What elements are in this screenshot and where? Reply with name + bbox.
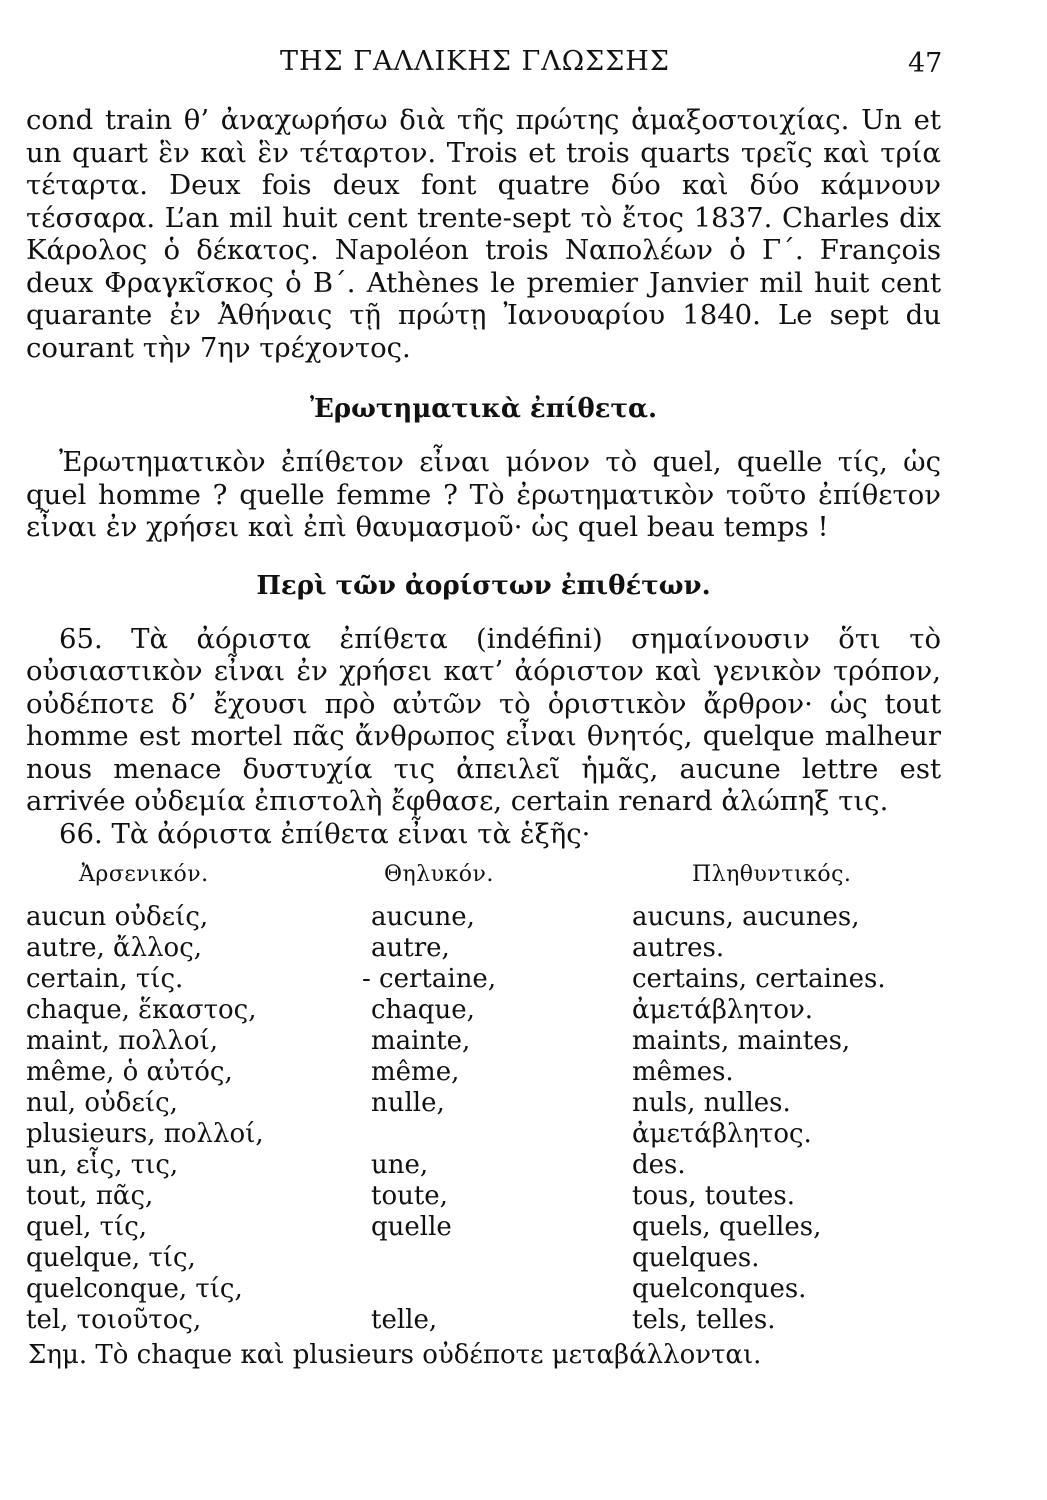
plural-cell: ἀμετάβλητον.: [632, 995, 814, 1025]
running-title: ΤΗΣ ΓΑΛΛΙΚΗΣ ΓΛΩΣΣΗΣ: [280, 46, 670, 77]
masculine-cell: tel, τοιοῦτος,: [26, 1305, 202, 1335]
masculine-cell: plusieurs, πολλοί,: [26, 1119, 264, 1149]
table-row: [26, 933, 941, 964]
masculine-cell: chaque, ἕκαστος,: [26, 995, 257, 1025]
masculine-cell: autre, ἄλλος,: [26, 933, 203, 963]
intro-paragraph: cond train θ’ ἀναχωρήσω διὰ τῆς πρώτης ἁμαξοστοιχίας. Un et un quart ἓν καὶ ἓν τέταρτον. Trois et trois quarts τρεῖς καὶ τρία τέταρτα. Deux fois deux font quatre δύο καὶ δύο κάμνουν τέσσαρα. L’an mil huit cent trente-sept τὸ ἔτος 1837. Charles dix Κάρολος ὁ δέκατος. Napoléon trois Ναπολέων ὁ Γ΄. François deux Φραγκῖσκος ὁ Β΄. Athènes le premier Janvier mil huit cent quarante ἐν Ἀθήναις τῇ πρώτῃ Ἰανουαρίου 1840. Le sept du courant τὴν 7ην τρέχοντος.: [26, 104, 941, 364]
table-row: [26, 1119, 941, 1150]
feminine-cell: mainte,: [371, 1026, 471, 1056]
table-row: [26, 1212, 941, 1243]
masculine-cell: quelque, τίς,: [26, 1243, 196, 1273]
masculine-cell: même, ὁ αὐτός,: [26, 1057, 233, 1087]
feminine-cell: quelle: [371, 1212, 452, 1242]
feminine-cell: toute,: [371, 1181, 448, 1211]
column-header-masculine: Ἀρσενικόν.: [79, 862, 209, 887]
table-row: [26, 1181, 941, 1212]
feminine-cell: nulle,: [371, 1088, 445, 1118]
feminine-cell: même,: [371, 1057, 460, 1087]
table-row: [26, 1057, 941, 1088]
plural-cell: nuls, nulles.: [632, 1088, 791, 1118]
table-row: [26, 1243, 941, 1274]
plural-cell: certains, certaines.: [632, 964, 886, 994]
table-row: [26, 1088, 941, 1119]
page-number: 47: [908, 48, 943, 79]
plural-cell: mêmes.: [632, 1057, 734, 1087]
indefinite-adjectives-table: [26, 902, 941, 1336]
table-row: [26, 902, 941, 933]
feminine-cell: chaque,: [371, 995, 475, 1025]
table-row: [26, 1026, 941, 1057]
feminine-cell: aucune,: [371, 902, 475, 932]
plural-cell: quelques.: [632, 1243, 760, 1273]
plural-cell: ἀμετάβλητος.: [632, 1119, 812, 1149]
table-row: [26, 1274, 941, 1305]
table-row: [26, 995, 941, 1026]
plural-cell: tels, telles.: [632, 1305, 776, 1335]
masculine-cell: un, εἷς, τις,: [26, 1150, 179, 1180]
masculine-cell: nul, οὐδείς,: [26, 1088, 178, 1118]
plural-cell: quelconques.: [632, 1274, 807, 1304]
paragraph-66: 66. Τὰ ἀόριστα ἐπίθετα εἶναι τὰ ἑξῆς·: [59, 817, 591, 850]
masculine-cell: maint, πολλοί,: [26, 1026, 219, 1056]
masculine-cell: quel, τίς,: [26, 1212, 148, 1242]
column-header-feminine: Θηλυκόν.: [384, 862, 494, 887]
masculine-cell: tout, πᾶς,: [26, 1181, 154, 1211]
table-row: [26, 964, 941, 995]
interrogative-adjectives-heading: Ἐρωτηματικὰ ἐπίθετα.: [309, 394, 658, 424]
plural-cell: aucuns, aucunes,: [632, 902, 860, 932]
paragraph-65: 65. Τὰ ἀόριστα ἐπίθετα (indéfini) σημαίνουσιν ὅτι τὸ οὐσιαστικὸν εἶναι ἐν χρήσει κατ’ ἀόριστον καὶ γενικὸν τρόπον, οὐδέποτε δ’ ἔχουσι πρὸ αὐτῶν τὸ ὁριστικὸν ἄρθρον· ὡς tout homme est mortel πᾶς ἄνθρωπος εἶναι θνητός, quelque malheur nous menace δυστυχία τις ἀπειλεῖ ἡμᾶς, aucune lettre est arrivée οὐδεμία ἐπιστολὴ ἔφθασε, certain renard ἀλώπηξ τις.: [26, 622, 941, 817]
masculine-cell: aucun οὐδείς,: [26, 902, 209, 932]
feminine-cell: - certaine,: [362, 964, 497, 994]
page-body: [26, 104, 941, 1370]
column-header-plural: Πληθυντικός.: [692, 862, 852, 887]
interrogative-adjectives-text: Ἐρωτηματικὸν ἐπίθετον εἶναι μόνον τὸ quel, quelle τίς, ὡς quel homme ? quelle femme ? Τὸ ἐρωτηματικὸν τοῦτο ἐπίθετον εἶναι ἐν χρήσει καὶ ἐπὶ θαυμασμοῦ· ὡς quel beau temps !: [26, 446, 941, 543]
plural-cell: quels, quelles,: [632, 1212, 822, 1242]
plural-cell: des.: [632, 1150, 686, 1180]
footnote: Σημ. Τὸ chaque καὶ plusieurs οὐδέποτε μεταβάλλονται.: [28, 1340, 762, 1370]
running-head: [0, 46, 1047, 86]
masculine-cell: quelconque, τίς,: [26, 1274, 243, 1304]
masculine-cell: certain, τίς.: [26, 964, 184, 994]
indefinite-adjectives-heading: Περὶ τῶν ἀορίστων ἐπιθέτων.: [256, 570, 711, 601]
feminine-cell: autre,: [371, 933, 450, 963]
table-row: [26, 1150, 941, 1181]
table-column-headers: [26, 862, 941, 902]
feminine-cell: telle,: [371, 1305, 438, 1335]
table-row: [26, 1305, 941, 1336]
feminine-cell: une,: [371, 1150, 429, 1180]
plural-cell: autres.: [632, 933, 725, 963]
plural-cell: maints, maintes,: [632, 1026, 851, 1056]
plural-cell: tous, toutes.: [632, 1181, 796, 1211]
